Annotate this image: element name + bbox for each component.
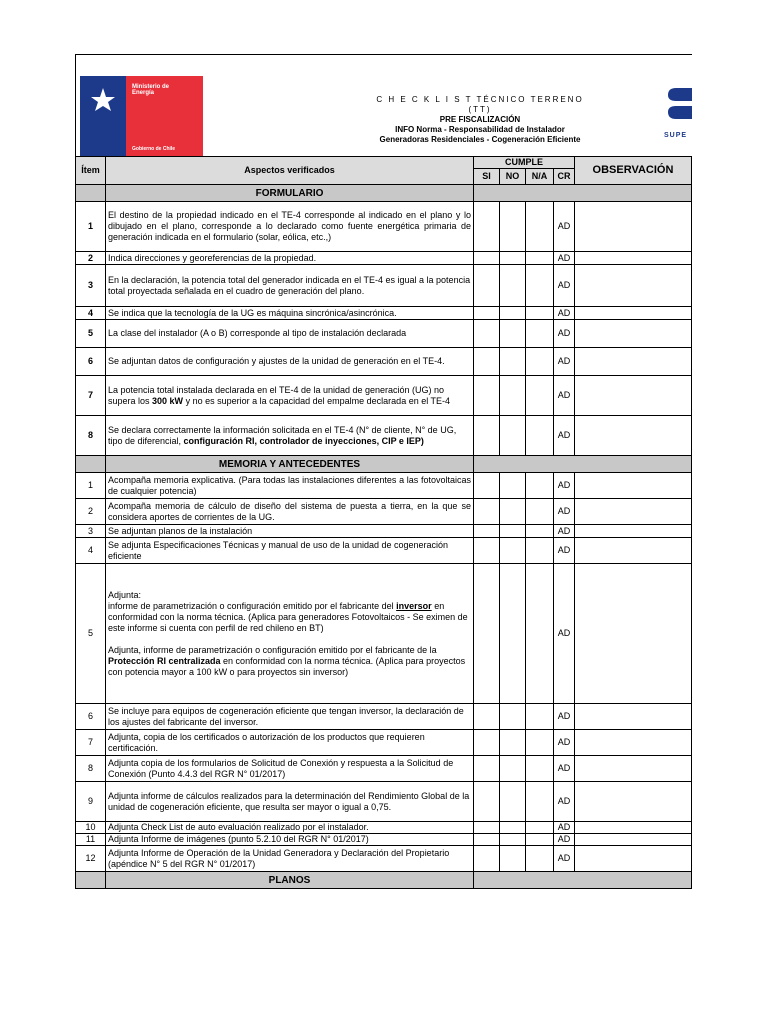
table-row: [76, 834, 692, 846]
cell-cr: AD: [554, 782, 575, 822]
logo-red-panel: [126, 76, 203, 157]
section-memoria-title: MEMORIA Y ANTECEDENTES: [106, 456, 474, 473]
cell-cr: AD: [554, 564, 575, 704]
table-row: [76, 473, 692, 499]
cell-si[interactable]: [474, 564, 500, 704]
row-text: [106, 416, 474, 456]
cell-no[interactable]: [500, 473, 526, 499]
cell-no[interactable]: [500, 265, 526, 307]
cell-si[interactable]: [474, 416, 500, 456]
cell-na[interactable]: [526, 307, 554, 320]
cell-cr: AD: [554, 348, 575, 376]
cell-na[interactable]: [526, 416, 554, 456]
cell-no[interactable]: [500, 730, 526, 756]
row-text-p2-b: en conformidad con la norma técnica. (Aplica para proyectos con potencia mayor a 100 kW o para proyectos sin inversor): [108, 655, 466, 677]
col-na: N/A: [526, 169, 554, 185]
row-number: 4: [76, 307, 106, 320]
row-text: [106, 376, 474, 416]
row-text: Acompaña memoria de cálculo de diseño del sistema de puesta a tierra, en la que se considera aportes de corrientes de la UG.: [106, 499, 474, 525]
cell-na[interactable]: [526, 564, 554, 704]
cell-cr: AD: [554, 416, 575, 456]
col-item: Ítem: [76, 157, 106, 185]
row-text: Se adjunta Especificaciones Técnicas y manual de uso de la unidad de cogeneración eficiente: [106, 538, 474, 564]
row-number: 7: [76, 730, 106, 756]
table-row: [76, 320, 692, 348]
row-text: Adjunta Informe de Operación de la Unidad Generadora y Declaración del Propietario (apéndice N° 5 del RGR N° 01/2017): [106, 846, 474, 872]
cell-no[interactable]: [500, 348, 526, 376]
cell-na[interactable]: [526, 320, 554, 348]
cell-observacion[interactable]: [575, 252, 692, 265]
section-formulario-title: FORMULARIO: [106, 185, 474, 202]
row-number: 5: [76, 564, 106, 704]
row-text: Se adjuntan datos de configuración y ajustes de la unidad de generación en el TE-4.: [106, 348, 474, 376]
cell-observacion[interactable]: [575, 202, 692, 252]
row-number: 1: [76, 473, 106, 499]
row-text-p1-head: Adjunta:: [108, 589, 142, 600]
row-text: En la declaración, la potencia total del generador indicada en el TE-4 es igual a la potencia total proyectada señalada en el cuadro de generación del plano.: [106, 265, 474, 307]
cell-observacion[interactable]: [575, 320, 692, 348]
table-row: [76, 307, 692, 320]
row-text-bold: configuración RI, controlador de inyecciones, CIP e IEP): [183, 435, 424, 446]
cell-na[interactable]: [526, 348, 554, 376]
cell-na[interactable]: [526, 822, 554, 834]
row-text: La clase del instalador (A o B) corresponde al tipo de instalación declarada: [106, 320, 474, 348]
row-text: Adjunta, copia de los certificados o autorización de los productos que requieren certificación.: [106, 730, 474, 756]
cell-no[interactable]: [500, 834, 526, 846]
cell-cr: AD: [554, 846, 575, 872]
cell-na[interactable]: [526, 704, 554, 730]
cell-si[interactable]: [474, 756, 500, 782]
cell-si[interactable]: [474, 320, 500, 348]
cell-si[interactable]: [474, 730, 500, 756]
section-spacer: [76, 185, 106, 202]
cell-cr: AD: [554, 265, 575, 307]
row-text-a: Se declara correctamente la información solicitada en el TE-4 (N° de cliente, N° de UG, tipo de diferencial,: [108, 424, 457, 446]
cell-observacion[interactable]: [575, 538, 692, 564]
cell-si[interactable]: [474, 473, 500, 499]
cell-na[interactable]: [526, 265, 554, 307]
table-row: [76, 704, 692, 730]
row-text: Acompaña memoria explicativa. (Para todas las instalaciones diferentes a las fotovoltaicas de cualquier potencia): [106, 473, 474, 499]
row-text: Se adjuntan planos de la instalación: [106, 525, 474, 538]
row-number: 8: [76, 756, 106, 782]
row-number: 12: [76, 846, 106, 872]
document-title: [365, 95, 595, 145]
cell-si[interactable]: [474, 265, 500, 307]
cell-no[interactable]: [500, 376, 526, 416]
cell-no[interactable]: [500, 822, 526, 834]
cell-observacion[interactable]: [575, 782, 692, 822]
row-text: Adjunta informe de cálculos realizados para la determinación del Rendimiento Global de la unidad de cogeneración eficiente, que resulta ser mayor o igual a 0,75.: [106, 782, 474, 822]
col-cr: CR: [554, 169, 575, 185]
cell-cr: AD: [554, 538, 575, 564]
section-spacer: [474, 185, 692, 202]
table-row: [76, 564, 692, 704]
cell-si[interactable]: [474, 307, 500, 320]
row-text-b: y no es superior a la capacidad del empalme declarada en el TE-4: [183, 395, 451, 406]
cell-observacion[interactable]: [575, 564, 692, 704]
section-formulario: [76, 185, 692, 202]
cell-cr: AD: [554, 730, 575, 756]
row-text-gap: [108, 634, 471, 645]
cell-no[interactable]: [500, 564, 526, 704]
cell-observacion[interactable]: [575, 730, 692, 756]
cell-si[interactable]: [474, 846, 500, 872]
cell-si[interactable]: [474, 538, 500, 564]
cell-na[interactable]: [526, 730, 554, 756]
row-text-p1-bold: inversor: [396, 600, 432, 611]
section-spacer: [474, 456, 692, 473]
row-number: 7: [76, 376, 106, 416]
section-memoria: [76, 456, 692, 473]
cell-no[interactable]: [500, 782, 526, 822]
cell-cr: AD: [554, 376, 575, 416]
cell-na[interactable]: [526, 252, 554, 265]
chile-coat-icon: [89, 86, 117, 114]
row-number: 8: [76, 416, 106, 456]
table-row: [76, 202, 692, 252]
table-row: [76, 265, 692, 307]
cell-cr: AD: [554, 704, 575, 730]
row-text: Adjunta Informe de imágenes (punto 5.2.10 del RGR N° 01/2017): [106, 834, 474, 846]
logo-government-text: Gobierno de Chile: [132, 146, 176, 152]
cell-cr: AD: [554, 252, 575, 265]
row-text: Se incluye para equipos de cogeneración eficiente que tengan inversor, la declaración de los ajustes del fabricante del inversor.: [106, 704, 474, 730]
row-text-p2-a: Adjunta, informe de parametrización o configuración emitido por el fabricante de la: [108, 644, 437, 655]
cell-si[interactable]: [474, 704, 500, 730]
cell-na[interactable]: [526, 756, 554, 782]
cell-si[interactable]: [474, 525, 500, 538]
title-line-4: Generadoras Residenciales - Cogeneración Eficiente: [379, 135, 581, 144]
row-number: 10: [76, 822, 106, 834]
table-row: [76, 730, 692, 756]
row-number: 9: [76, 782, 106, 822]
col-no: NO: [500, 169, 526, 185]
row-text: El destino de la propiedad indicado en el TE-4 corresponde al indicado en el plano y lo dibujado en el plano, corresponde a lo declarado como fuente energética primaria de generación indicada en el formulario (solar, eólica, etc.,): [106, 202, 474, 252]
col-aspects: Aspectos verificados: [106, 157, 474, 185]
section-planos-title: PLANOS: [106, 872, 474, 889]
row-number: 3: [76, 265, 106, 307]
cell-cr: AD: [554, 525, 575, 538]
cell-si[interactable]: [474, 822, 500, 834]
cell-cr: AD: [554, 473, 575, 499]
cell-si[interactable]: [474, 834, 500, 846]
title-line-3: INFO Norma - Responsabilidad de Instalador: [395, 125, 565, 134]
cell-observacion[interactable]: [575, 499, 692, 525]
checklist-table: [75, 156, 692, 889]
row-text-p1-c: en conformidad con la norma técnica. (Aplica para generadores Fotovoltaicos - Se eximen de este informe si cuenta con perfil de red chileno en BT): [108, 600, 468, 633]
cell-si[interactable]: [474, 376, 500, 416]
title-line-2: PRE FISCALIZACIÓN: [439, 115, 521, 124]
cell-observacion[interactable]: [575, 376, 692, 416]
row-text: Indica direcciones y georeferencias de la propiedad.: [106, 252, 474, 265]
col-si: SI: [474, 169, 500, 185]
row-number: 6: [76, 348, 106, 376]
cell-no[interactable]: [500, 846, 526, 872]
row-number: 11: [76, 834, 106, 846]
cell-no[interactable]: [500, 756, 526, 782]
row-text: [106, 564, 474, 704]
cell-cr: AD: [554, 320, 575, 348]
cell-cr: AD: [554, 499, 575, 525]
row-text-p2: [108, 645, 471, 678]
cell-na[interactable]: [526, 538, 554, 564]
section-spacer: [474, 872, 692, 889]
table-row: [76, 822, 692, 834]
cell-cr: AD: [554, 834, 575, 846]
superintendencia-text: SUPE: [664, 132, 688, 139]
cell-na[interactable]: [526, 834, 554, 846]
row-number: 2: [76, 252, 106, 265]
table-row: [76, 756, 692, 782]
row-text: Adjunta Check List de auto evaluación realizado por el instalador.: [106, 822, 474, 834]
cell-no[interactable]: [500, 252, 526, 265]
row-text: Adjunta copia de los formularios de Solicitud de Conexión y respuesta a la Solicitud de Conexión (Punto 4.4.3 del RGR N° 01/2017): [106, 756, 474, 782]
superintendencia-logo: [664, 84, 692, 140]
row-text-p1: [108, 601, 471, 634]
cell-cr: AD: [554, 756, 575, 782]
row-number: 3: [76, 525, 106, 538]
cell-no[interactable]: [500, 202, 526, 252]
row-number: 4: [76, 538, 106, 564]
col-observacion: OBSERVACIÓN: [575, 157, 692, 185]
cell-na[interactable]: [526, 846, 554, 872]
cell-cr: AD: [554, 822, 575, 834]
cell-si[interactable]: [474, 782, 500, 822]
cell-si[interactable]: [474, 499, 500, 525]
cell-no[interactable]: [500, 307, 526, 320]
cell-na[interactable]: [526, 499, 554, 525]
col-cumple: CUMPLE: [474, 157, 575, 169]
row-number: 1: [76, 202, 106, 252]
row-text-p1-a: informe de parametrización o configuración emitido por el fabricante del: [108, 600, 397, 611]
cell-observacion[interactable]: [575, 846, 692, 872]
cell-observacion[interactable]: [575, 704, 692, 730]
cell-observacion[interactable]: [575, 307, 692, 320]
table-row: [76, 252, 692, 265]
cell-no[interactable]: [500, 704, 526, 730]
table-row: [76, 782, 692, 822]
cell-observacion[interactable]: [575, 265, 692, 307]
cell-observacion[interactable]: [575, 822, 692, 834]
section-planos: [76, 872, 692, 889]
cell-na[interactable]: [526, 202, 554, 252]
table-row: [76, 499, 692, 525]
cell-si[interactable]: [474, 348, 500, 376]
row-text-bold: 300 kW: [152, 395, 184, 406]
logo-ministry-text: Ministerio de Energía: [132, 84, 170, 96]
cell-no[interactable]: [500, 538, 526, 564]
table-row: [76, 376, 692, 416]
section-spacer: [76, 872, 106, 889]
table-row: [76, 525, 692, 538]
cell-si[interactable]: [474, 252, 500, 265]
cell-na[interactable]: [526, 376, 554, 416]
cell-no[interactable]: [500, 499, 526, 525]
section-spacer: [76, 456, 106, 473]
cell-observacion[interactable]: [575, 834, 692, 846]
row-text-a: La potencia total instalada declarada en el TE-4 de la unidad de generación (UG) no supera los: [108, 384, 445, 406]
logo-blue-panel: [80, 76, 126, 157]
superintendencia-mark-icon: [664, 84, 692, 126]
row-number: 5: [76, 320, 106, 348]
cell-observacion[interactable]: [575, 416, 692, 456]
title-line-1: C H E C K L I S T TÉCNICO TERRENO (TT): [376, 95, 584, 114]
cell-no[interactable]: [500, 320, 526, 348]
cell-cr: AD: [554, 202, 575, 252]
table-row: [76, 348, 692, 376]
cell-observacion[interactable]: [575, 473, 692, 499]
cell-na[interactable]: [526, 525, 554, 538]
cell-si[interactable]: [474, 202, 500, 252]
table-row: [76, 538, 692, 564]
cell-na[interactable]: [526, 782, 554, 822]
row-text: Se indica que la tecnología de la UG es máquina sincrónica/asincrónica.: [106, 307, 474, 320]
cell-na[interactable]: [526, 473, 554, 499]
row-number: 2: [76, 499, 106, 525]
table-row: [76, 416, 692, 456]
cell-observacion[interactable]: [575, 756, 692, 782]
cell-no[interactable]: [500, 525, 526, 538]
row-text-p2-bold: Protección RI centralizada: [108, 655, 221, 666]
cell-no[interactable]: [500, 416, 526, 456]
row-number: 6: [76, 704, 106, 730]
table-row: [76, 846, 692, 872]
cell-observacion[interactable]: [575, 348, 692, 376]
cell-cr: AD: [554, 307, 575, 320]
cell-observacion[interactable]: [575, 525, 692, 538]
